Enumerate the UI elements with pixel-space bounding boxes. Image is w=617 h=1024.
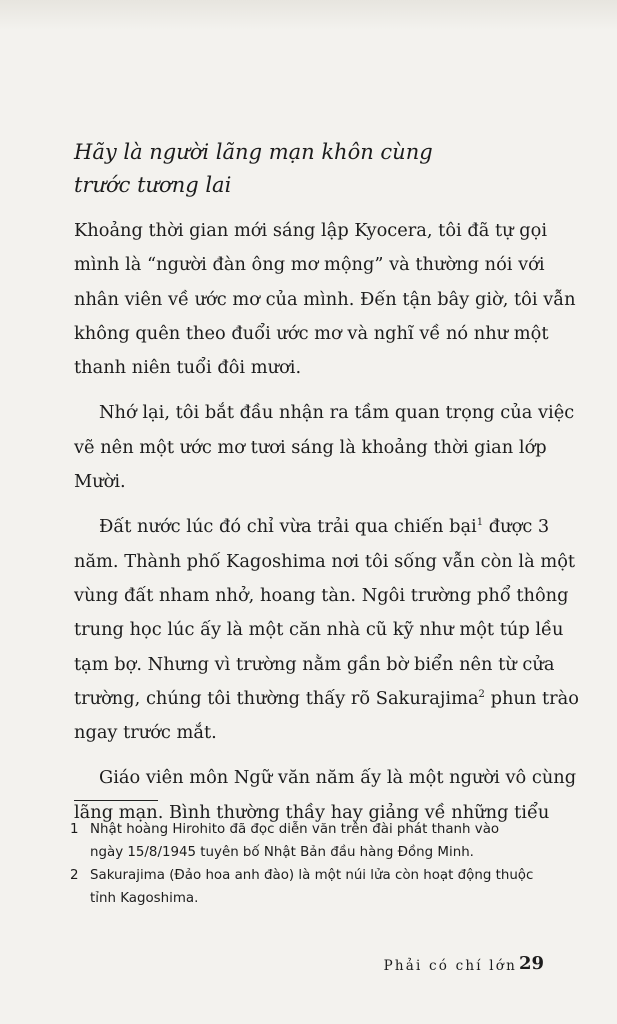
footnote-2 [70, 864, 560, 910]
text-line: vẽ nên một ước mơ tươi sáng là khoảng thời gian lớp [74, 436, 547, 458]
footnote-text: Sakurajima (Đảo hoa anh đào) là một núi lửa còn hoạt động thuộc [90, 868, 534, 883]
text-segment: phun trào [484, 687, 579, 709]
paragraph-1 [74, 214, 576, 385]
text-line: thanh niên tuổi đôi mươi. [74, 357, 302, 379]
text-line: tạm bợ. Nhưng vì trường nằm gần bờ biển nên từ cửa [74, 653, 555, 675]
footnote-text: Nhật hoàng Hirohito đã đọc diễn văn trên đài phát thanh vào [90, 822, 500, 837]
text-segment: được 3 [483, 516, 550, 538]
text-line: nhân viên về ước mơ của mình. Đến tận bây giờ, tôi vẫn [74, 288, 576, 310]
text-line: ngay trước mắt. [74, 722, 217, 744]
text-line [74, 510, 554, 544]
footnote-number: 1 [70, 822, 79, 837]
heading-line: trước tương lai [74, 173, 232, 197]
section-heading [74, 136, 554, 202]
text-line: không quên theo đuổi ước mơ và nghĩ về nó như một [74, 322, 549, 344]
footnote-number: 2 [70, 868, 79, 883]
text-segment: Đất nước lúc đó chỉ vừa trải qua chiến bại [99, 516, 477, 538]
text-line: mình là “người đàn ông mơ mộng” và thường nói với [74, 254, 545, 276]
footnote-text: ngày 15/8/1945 tuyên bố Nhật Bản đầu hàng Đồng Minh. [90, 845, 474, 860]
page-number: 29 [518, 953, 544, 974]
text-line: Mười. [74, 471, 126, 493]
paragraph-3 [74, 510, 579, 750]
footnotes [70, 818, 560, 910]
text-line: vùng đất nham nhở, hoang tàn. Ngôi trường phổ thông [74, 584, 569, 606]
text-line: lãng mạn. Bình thường thầy hay giảng về những tiểu [74, 801, 550, 823]
footnote-ref-2: 2 [478, 688, 485, 700]
page-edge-shadow [0, 0, 617, 30]
paragraph-2 [74, 396, 575, 499]
footnote-ref-1: 1 [476, 517, 484, 529]
footnote-text: tỉnh Kagoshima. [90, 891, 199, 906]
text-line: Khoảng thời gian mới sáng lập Kyocera, tôi đã tự gọi [74, 220, 548, 241]
page-footer [0, 952, 617, 982]
text-line: trung học lúc ấy là một căn nhà cũ kỹ như một túp lều [74, 619, 564, 641]
running-title: Phải có chí lớn [383, 958, 517, 974]
text-line [74, 682, 579, 716]
text-segment: trường, chúng tôi thường thấy rõ Sakurajima [74, 687, 479, 709]
text-line: Giáo viên môn Ngữ văn năm ấy là một người vô cùng [99, 767, 577, 789]
body-text [74, 214, 579, 841]
text-line: năm. Thành phố Kagoshima nơi tôi sống vẫn còn là một [74, 550, 576, 572]
footnote-divider [74, 800, 158, 801]
text-line: Nhớ lại, tôi bắt đầu nhận ra tầm quan trọng của việc [99, 402, 575, 424]
heading-line: Hãy là người lãng mạn khôn cùng [74, 140, 433, 164]
footnote-1 [70, 818, 560, 864]
